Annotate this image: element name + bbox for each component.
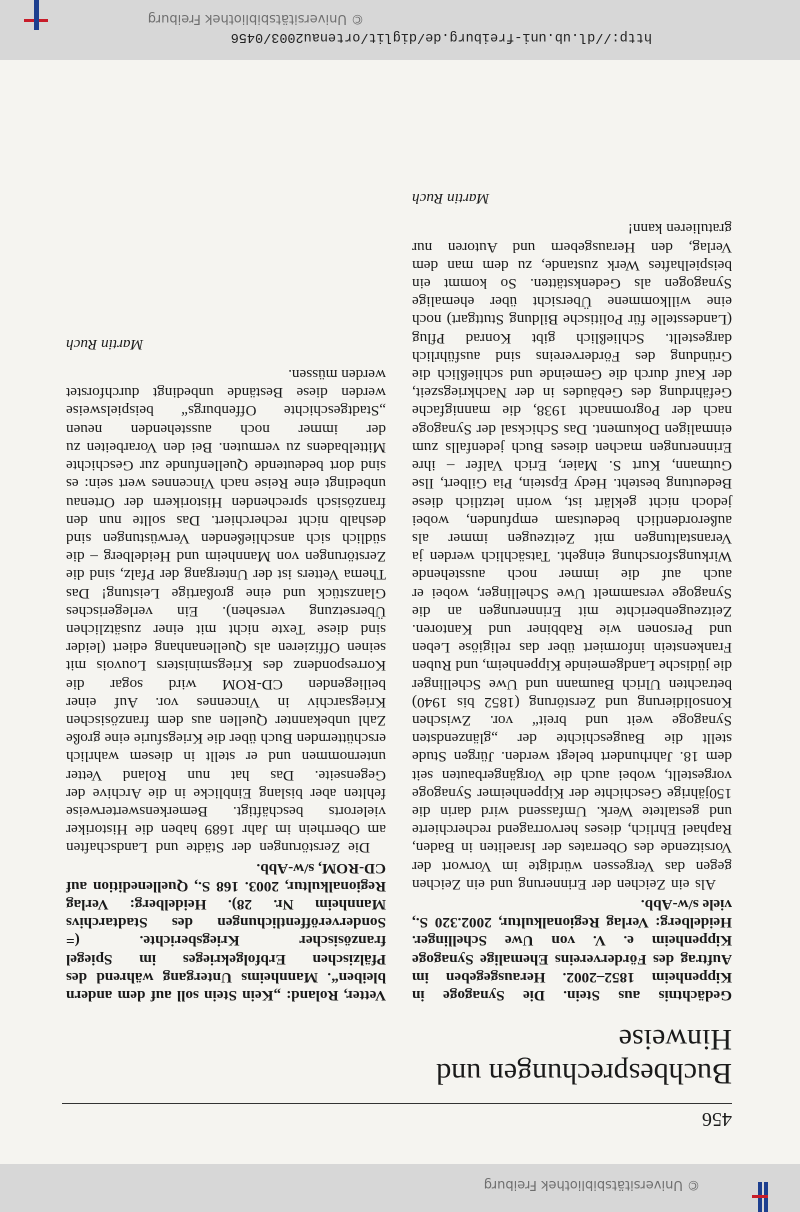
header-rule <box>62 1103 732 1104</box>
review-body: Als ein Zeichen der Erinnerung und ein Zeichen gegen das Vergessen würdigte im Vorwort der Vorsitzende des Oberrates der Israeliten in Baden, Raphael Ehrlich, dieses hervorragend recherchierte und gestaltete Werk. Umfassend wird darin die 150jährige Geschichte der Kippenheimer Synagoge vorgestellt, wobei auch die Vorgängerbauten seit dem 18. Jahrhundert belegt werden. Jürgen Stude stellt die Baugeschichte der „glänzendsten Synagoge weit und breit“ vor. Zwischen Konsolidierung und Zerstörung (1852 bis 1940) betrachten Ulrich Baumann und Uwe Schellinger die jüdische Landgemeinde Kippenheim, und Ruben Frankenstein informiert über das religiöse Leben und Personen wie Rabbiner und Kantoren. Zeitzeugenberichte mit Erinnerungen an die Synagoge versammelt Uwe Schellinger, wobei er auch auf die immer noch ausstehende Wirkungsforschung eingeht. Tatsächlich werden ja Veranstaltungen mit Zeitzeugen immer als außerordentlich bedeutsam empfunden, wobei jedoch nicht geklärt ist, worin letztlich diese Bedeutung besteht. Hedy Epstein, Pia Gilbert, Ilse Gutmann, Kurt S. Maier, Erich Valfer – ihre Erinnerungen machen dieses Buch jedenfalls zum einmaligen Dokument. Das Schicksal der Synagoge nach der Pogromnacht 1938, die mannigfache Gefährdung des Gebäudes in der Nachkriegszeit, der Kauf durch die Gemeinde und schließlich die Gründung des Fördervereins sind ausführlich dargestellt. Schließlich gibt Konrad Pflug (Landesstelle für Politische Bildung Stuttgart) noch eine willkommene Übersicht über ehemalige Synagogen als Gedenkstätten. So kommt ein beispielhaftes Werk zustande, zu dem man dem Verlag, den Herausgebern und Autoren nur gratulieren kann! <box>412 220 732 893</box>
review-author: Martin Ruch <box>412 190 490 208</box>
review-entry <box>412 189 732 1004</box>
footer-url-link[interactable]: http://dl.ub.uni-freiburg.de/diglit/ortenau2003/0456 <box>230 29 652 44</box>
review-entry <box>66 335 386 1004</box>
section-title: Buchbesprechungen und Hinweise <box>436 1023 732 1090</box>
footer-watermark: © Universitätsbibliothek Freiburg <box>147 11 364 26</box>
review-body: Die Zerstörungen der Städte und Landschaften am Oberrhein im Jahr 1689 haben die Historiker vielerorts beschäftigt. Bemerkenswerterweise fehlten aber bislang Einblicke in die Archive der Gegenseite. Das hat nun Roland Vetter unternommen und er stellt in diesem wahrlich erschütternden Buch über die Kriegsfurie eine große Zahl unbekannter Quellen aus dem französischen Kriegsarchiv in Vincennes vor. Auf einer beiliegenden CD-ROM wird sogar die Korrespondenz des Kriegsministers Louvois mit seinen Offizieren als Quellenanhang ediert (leider sind diese Texte nicht mit einer zusätzlichen Übersetzung versehen). Ein verlegerisches Glanzstück und eine großartige Leistung! Das Thema Vetters ist der Untergang der Pfalz, sind die Zerstörungen von Mannheim und Heidelberg – die südlich sich anschließenden Verwüstungen sind deshalb nicht recherchiert. Das sollte nun den französisch sprechenden Historikern der Ortenau unbedingt eine Reise nach Vincennes wert sein: es sind dort bedeutende Quellenfunde zur Geschichte Mittelbadens zu vermuten. Bei den Vorarbeiten zu der immer noch ausstehenden neuen „Stadtgeschichte Offenburgs“ beispielsweise werden diese Bestände unbedingt durchforstet werden müssen. <box>66 366 386 857</box>
page-number: 456 <box>702 1108 732 1130</box>
review-heading: Vetter, Roland: „Kein Stein soll auf dem andern bleiben“. Mannheims Untergang während des Pfälzischen Erbfolgekrieges im Spiegel französischer Kriegsberichte. (= Sonderveröffentlichungen des Stadtarchivs Mannheim Nr. 28). Heidelberg: Verlag Regionalkultur, 2003. 168 S., Quellenedition auf CD-ROM, s/w-Abb. <box>66 859 386 1004</box>
review-heading: Gedächtnis aus Stein. Die Synagoge in Kippenheim 1852–2002. Herausgegeben im Auftrag des Fördervereins Ehemalige Synagoge Kippenheim e. V. von Uwe Schellinger. Heidelberg: Verlag Regionalkultur, 2002.320 S., viele s/w-Abb. <box>412 895 732 1004</box>
column-right <box>66 327 386 1004</box>
university-logo-icon <box>24 0 48 30</box>
header-bar <box>0 1164 800 1212</box>
column-left <box>412 181 732 1004</box>
university-logo-icon <box>752 1182 768 1212</box>
review-author: Martin Ruch <box>66 335 144 353</box>
header-watermark: © Universitätsbibliothek Freiburg <box>483 1177 700 1192</box>
